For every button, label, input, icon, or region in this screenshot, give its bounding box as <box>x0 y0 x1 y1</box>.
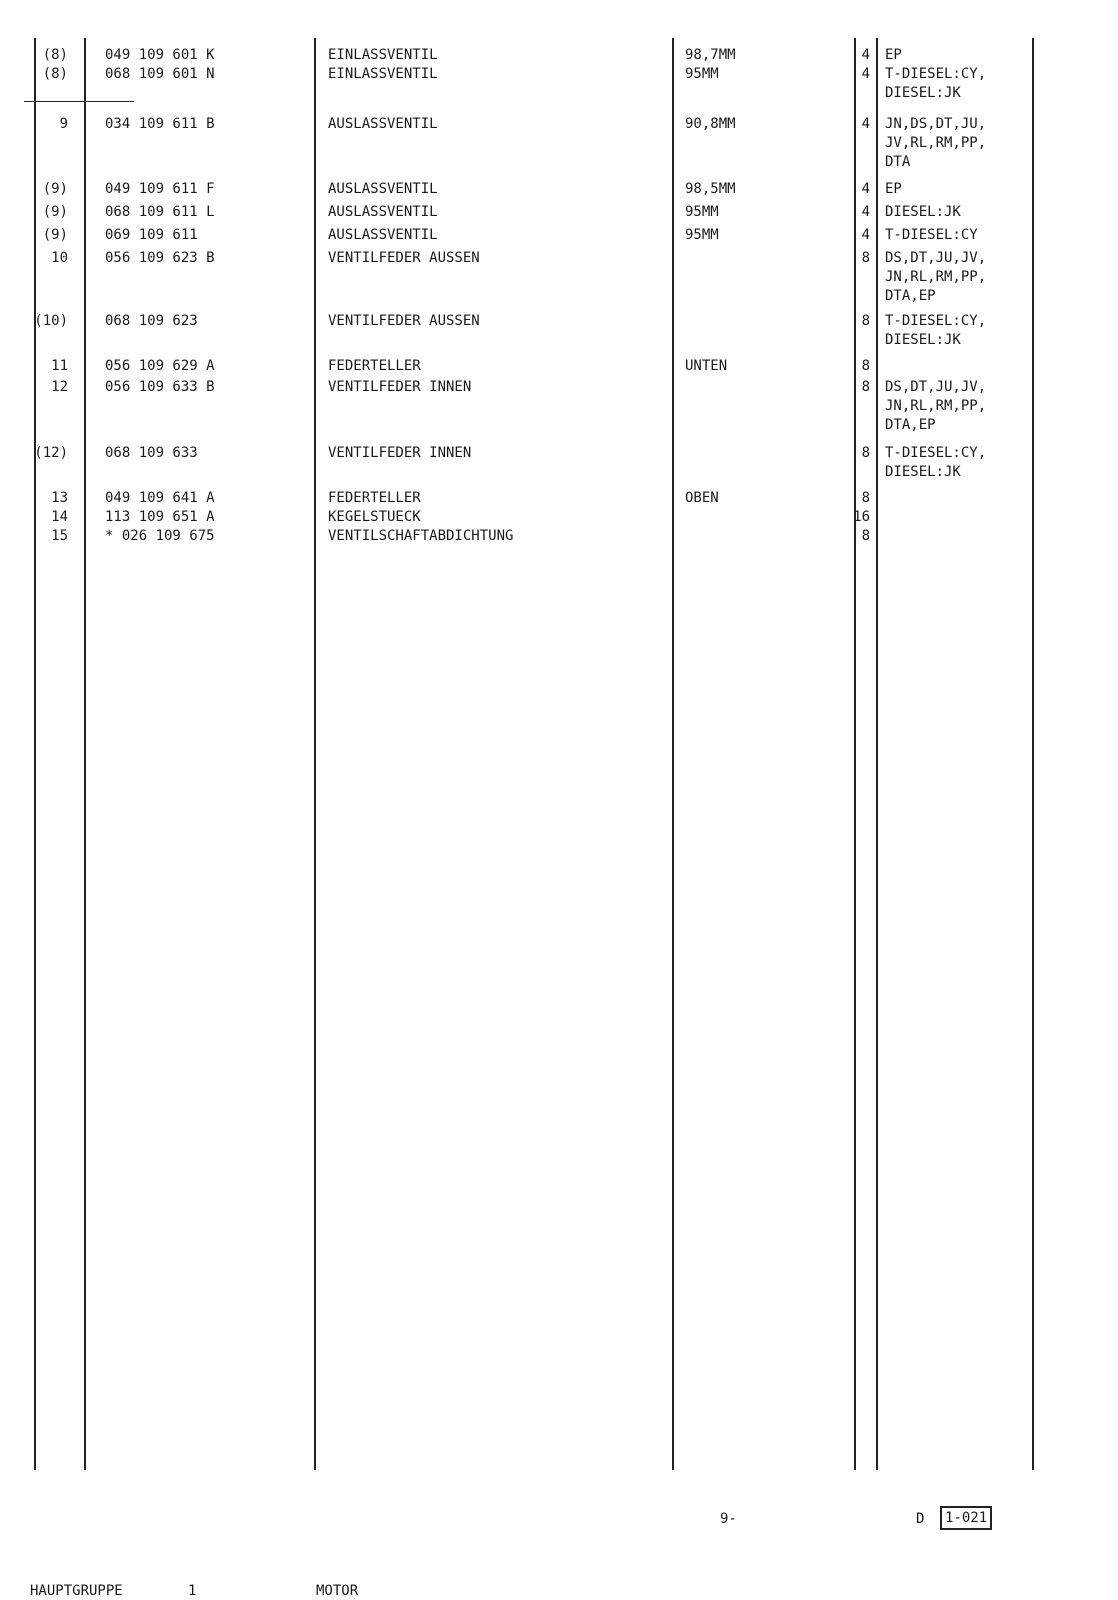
note-cell: DS,DT,JU,JV, <box>885 379 987 395</box>
spec-cell: 95MM <box>685 66 719 82</box>
quantity-cell: 8 <box>861 445 870 461</box>
table-row <box>0 508 1118 526</box>
quantity-cell: 4 <box>861 227 870 243</box>
spec-cell: UNTEN <box>685 358 728 374</box>
note-continuation: DTA <box>885 154 911 170</box>
main-group-label: HAUPTGRUPPE <box>30 1583 123 1599</box>
table-row <box>0 65 1118 83</box>
table-row <box>0 489 1118 507</box>
table-row <box>0 180 1118 198</box>
note-cell: DS,DT,JU,JV, <box>885 250 987 266</box>
spec-cell: 98,5MM <box>685 181 736 197</box>
table-row <box>0 357 1118 375</box>
part-number-cell: 068 109 611 L <box>105 204 215 220</box>
description-cell: FEDERTELLER <box>328 358 421 374</box>
description-cell: AUSLASSVENTIL <box>328 181 438 197</box>
table-row <box>0 115 1118 133</box>
quantity-cell: 8 <box>861 528 870 544</box>
description-cell: EINLASSVENTIL <box>328 66 438 82</box>
description-cell: EINLASSVENTIL <box>328 47 438 63</box>
spec-cell: 95MM <box>685 227 719 243</box>
position-cell: (12) <box>34 445 68 461</box>
position-cell: (8) <box>42 47 68 63</box>
part-number-cell: 113 109 651 A <box>105 509 215 525</box>
part-number-cell: 068 109 601 N <box>105 66 215 82</box>
note-continuation: DIESEL:JK <box>885 332 961 348</box>
position-cell: 11 <box>51 358 68 374</box>
table-row <box>0 46 1118 64</box>
position-cell: (8) <box>42 66 68 82</box>
description-cell: FEDERTELLER <box>328 490 421 506</box>
quantity-cell: 8 <box>861 379 870 395</box>
spec-cell: 95MM <box>685 204 719 220</box>
note-cell: T-DIESEL:CY, <box>885 313 987 329</box>
main-group-name: MOTOR <box>316 1583 359 1599</box>
position-cell: (9) <box>42 181 68 197</box>
note-continuation: JN,RL,RM,PP, <box>885 269 987 285</box>
note-cell: EP <box>885 181 902 197</box>
spec-cell: 98,7MM <box>685 47 736 63</box>
part-number-cell: 049 109 641 A <box>105 490 215 506</box>
note-cell: T-DIESEL:CY <box>885 227 978 243</box>
spec-cell: 90,8MM <box>685 116 736 132</box>
position-cell: 13 <box>51 490 68 506</box>
note-cell: EP <box>885 47 902 63</box>
table-row <box>0 527 1118 545</box>
note-continuation: DTA,EP <box>885 288 936 304</box>
part-number-cell: 049 109 601 K <box>105 47 215 63</box>
quantity-cell: 4 <box>861 116 870 132</box>
note-continuation: DIESEL:JK <box>885 85 961 101</box>
description-cell: VENTILFEDER AUSSEN <box>328 250 480 266</box>
position-cell: 10 <box>51 250 68 266</box>
note-cell: DIESEL:JK <box>885 204 961 220</box>
part-number-cell: 056 109 629 A <box>105 358 215 374</box>
table-row <box>0 226 1118 244</box>
quantity-cell: 4 <box>861 181 870 197</box>
quantity-cell: 4 <box>861 204 870 220</box>
quantity-cell: 8 <box>861 490 870 506</box>
note-cell: T-DIESEL:CY, <box>885 66 987 82</box>
description-cell: VENTILFEDER INNEN <box>328 379 472 395</box>
note-continuation: DIESEL:JK <box>885 464 961 480</box>
note-cell: JN,DS,DT,JU, <box>885 116 987 132</box>
position-cell: (9) <box>42 204 68 220</box>
description-cell: AUSLASSVENTIL <box>328 204 438 220</box>
position-cell: 15 <box>51 528 68 544</box>
table-row <box>0 312 1118 330</box>
spec-cell: OBEN <box>685 490 719 506</box>
table-row <box>0 249 1118 267</box>
quantity-cell: 8 <box>861 250 870 266</box>
part-number-cell: 049 109 611 F <box>105 181 215 197</box>
reference-box: 1-021 <box>940 1506 992 1530</box>
part-number-cell: 069 109 611 <box>105 227 198 243</box>
part-number-cell: 034 109 611 B <box>105 116 215 132</box>
note-continuation: DTA,EP <box>885 417 936 433</box>
page-number: 9- <box>720 1511 737 1527</box>
position-cell: 14 <box>51 509 68 525</box>
description-cell: AUSLASSVENTIL <box>328 227 438 243</box>
part-number-cell: 068 109 623 <box>105 313 198 329</box>
description-cell: KEGELSTUECK <box>328 509 421 525</box>
part-number-cell: 056 109 633 B <box>105 379 215 395</box>
reference-letter: D <box>916 1511 925 1527</box>
part-number-cell: 068 109 633 <box>105 445 198 461</box>
quantity-cell: 4 <box>861 47 870 63</box>
quantity-cell: 4 <box>861 66 870 82</box>
note-cell: T-DIESEL:CY, <box>885 445 987 461</box>
quantity-cell: 16 <box>853 509 870 525</box>
description-cell: VENTILSCHAFTABDICHTUNG <box>328 528 514 544</box>
table-row <box>0 444 1118 462</box>
description-cell: VENTILFEDER INNEN <box>328 445 472 461</box>
part-number-cell: 056 109 623 B <box>105 250 215 266</box>
position-cell: 12 <box>51 379 68 395</box>
description-cell: VENTILFEDER AUSSEN <box>328 313 480 329</box>
position-cell: 9 <box>59 116 68 132</box>
position-cell: (10) <box>34 313 68 329</box>
note-continuation: JN,RL,RM,PP, <box>885 398 987 414</box>
quantity-cell: 8 <box>861 358 870 374</box>
note-continuation: JV,RL,RM,PP, <box>885 135 987 151</box>
table-row <box>0 378 1118 396</box>
quantity-cell: 8 <box>861 313 870 329</box>
part-number-cell: * 026 109 675 <box>105 528 215 544</box>
description-cell: AUSLASSVENTIL <box>328 116 438 132</box>
main-group-number: 1 <box>188 1583 197 1599</box>
table-row <box>0 203 1118 221</box>
position-cell: (9) <box>42 227 68 243</box>
